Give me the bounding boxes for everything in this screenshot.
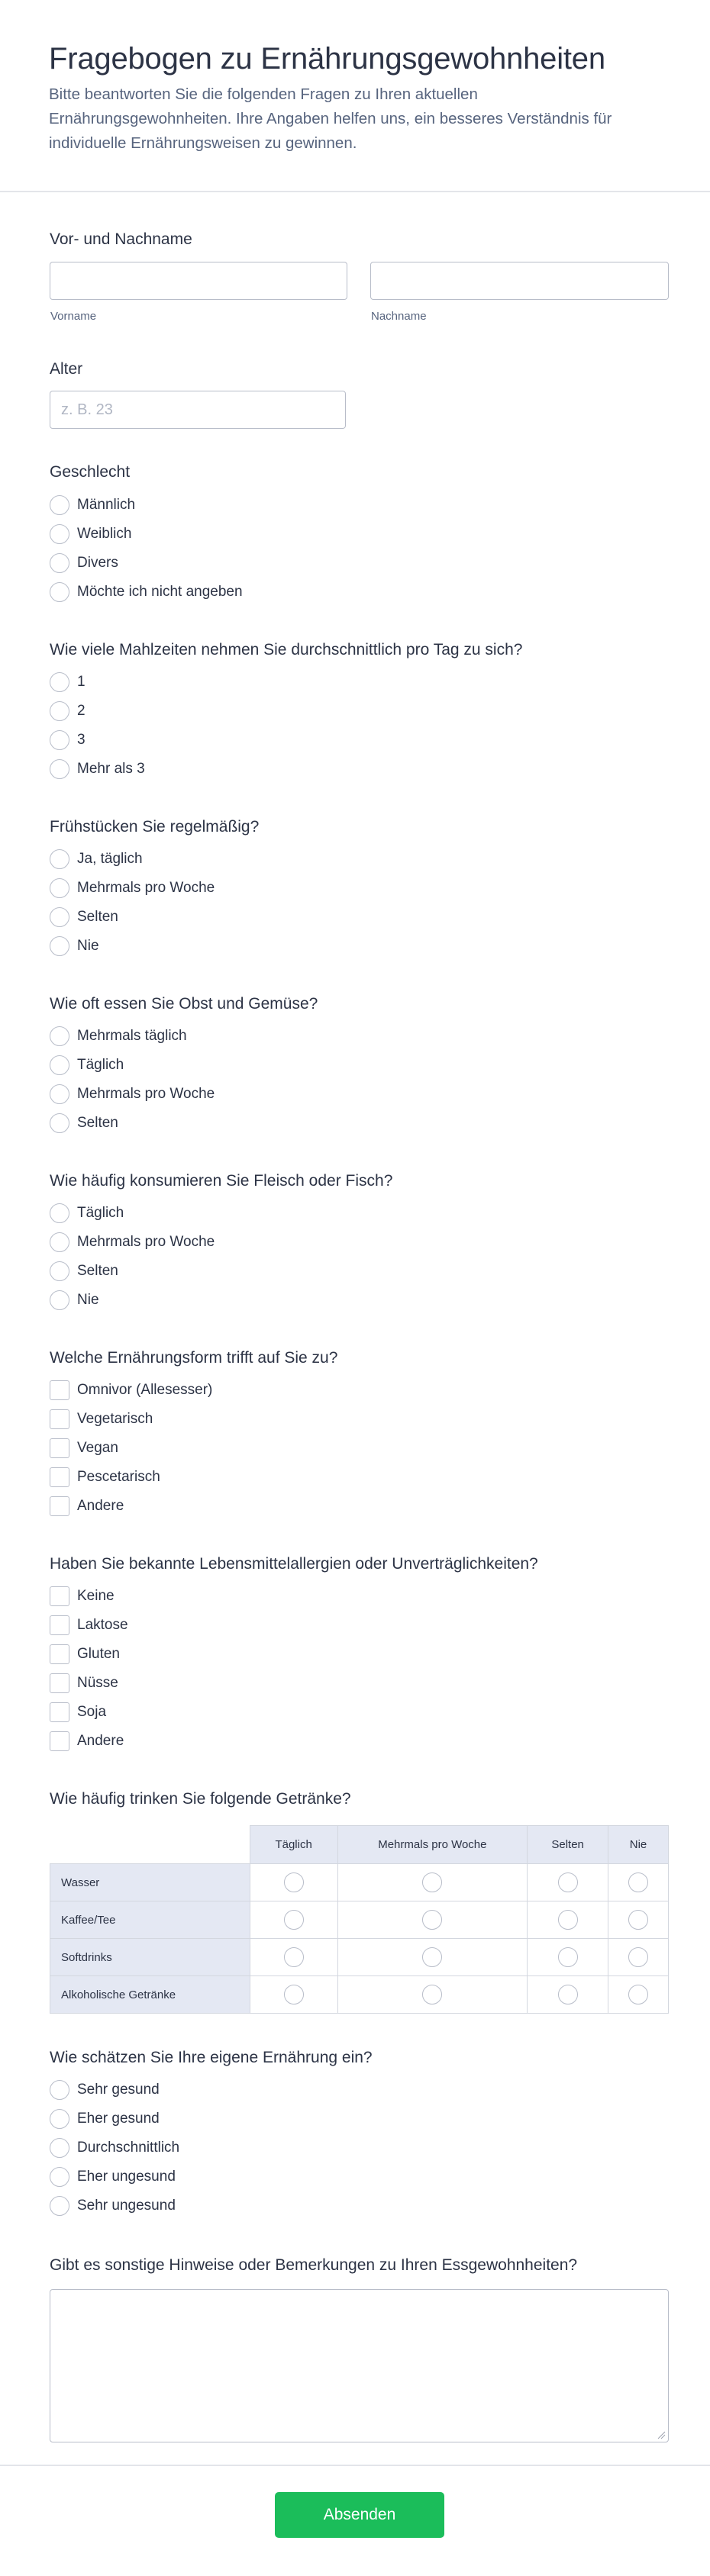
- first-name-input[interactable]: [50, 262, 347, 300]
- breakfast-option-never[interactable]: Nie: [50, 935, 99, 958]
- age-label: Alter: [50, 360, 83, 378]
- checkbox[interactable]: [50, 1702, 69, 1722]
- fruit-option-daily[interactable]: Täglich: [50, 1054, 124, 1077]
- drinks-question: [50, 1789, 668, 1810]
- fruit-option-rarely[interactable]: Selten: [50, 1112, 118, 1135]
- diet-option-vegan[interactable]: Vegan: [50, 1437, 118, 1460]
- comments-textarea[interactable]: [50, 2289, 669, 2442]
- radio-button[interactable]: [50, 495, 69, 515]
- breakfast-question: [50, 816, 668, 838]
- comments-label: Gibt es sonstige Hinweise oder Bemerkungen zu Ihren Essgewohnheiten?: [50, 2256, 578, 2274]
- diet-option-vegetarian[interactable]: Vegetarisch: [50, 1408, 153, 1431]
- radio-button[interactable]: [50, 730, 69, 750]
- meat-option-weekly[interactable]: Mehrmals pro Woche: [50, 1231, 215, 1254]
- form-header: [0, 0, 710, 192]
- radio-button[interactable]: [50, 582, 69, 602]
- checkbox[interactable]: [50, 1586, 69, 1606]
- checkbox[interactable]: [50, 1644, 69, 1664]
- rating-option-very-healthy[interactable]: Sehr gesund: [50, 2079, 160, 2101]
- radio-button[interactable]: [50, 2167, 69, 2187]
- meals-option-3[interactable]: 3: [50, 729, 86, 752]
- meals-option-2[interactable]: 2: [50, 700, 86, 723]
- checkbox[interactable]: [50, 1409, 69, 1429]
- matrix-row-header: Kaffee/Tee: [50, 1901, 250, 1939]
- fruit-label: Wie oft essen Sie Obst und Gemüse?: [50, 995, 318, 1013]
- radio-button[interactable]: [50, 907, 69, 927]
- self-rating-label: Wie schätzen Sie Ihre eigene Ernährung ein?: [50, 2049, 373, 2066]
- meals-label: Wie viele Mahlzeiten nehmen Sie durchschnittlich pro Tag zu sich?: [50, 641, 523, 658]
- matrix-radio[interactable]: [284, 1872, 304, 1892]
- allergies-option-none[interactable]: Keine: [50, 1585, 115, 1608]
- radio-button[interactable]: [50, 524, 69, 544]
- age-question: [50, 359, 668, 380]
- allergies-option-nuts[interactable]: Nüsse: [50, 1672, 118, 1695]
- radio-button[interactable]: [50, 849, 69, 869]
- diet-option-other[interactable]: Andere: [50, 1495, 124, 1518]
- diet-option-omnivore[interactable]: Omnivor (Allesesser): [50, 1379, 212, 1402]
- matrix-radio[interactable]: [422, 1947, 442, 1967]
- breakfast-option-weekly[interactable]: Mehrmals pro Woche: [50, 877, 215, 900]
- matrix-radio[interactable]: [628, 1910, 648, 1930]
- meals-question: [50, 639, 668, 661]
- checkbox[interactable]: [50, 1673, 69, 1693]
- checkbox[interactable]: [50, 1731, 69, 1751]
- meat-question: [50, 1170, 668, 1192]
- matrix-radio[interactable]: [558, 1872, 578, 1892]
- checkbox[interactable]: [50, 1380, 69, 1400]
- radio-button[interactable]: [50, 2080, 69, 2100]
- rating-option-unhealthy[interactable]: Eher ungesund: [50, 2165, 176, 2188]
- radio-button[interactable]: [50, 1113, 69, 1133]
- radio-button[interactable]: [50, 759, 69, 779]
- matrix-row-softdrinks: [50, 1939, 669, 1976]
- allergies-option-lactose[interactable]: Laktose: [50, 1614, 128, 1637]
- matrix-row-header: Softdrinks: [50, 1939, 250, 1976]
- breakfast-option-rarely[interactable]: Selten: [50, 906, 118, 929]
- radio-button[interactable]: [50, 1290, 69, 1310]
- gender-question: [50, 462, 668, 483]
- fruit-question: [50, 993, 668, 1015]
- name-question: [50, 229, 668, 250]
- radio-button[interactable]: [50, 2138, 69, 2158]
- matrix-radio[interactable]: [284, 1947, 304, 1967]
- matrix-radio[interactable]: [422, 1985, 442, 2004]
- radio-button[interactable]: [50, 553, 69, 573]
- name-label: Vor- und Nachname: [50, 230, 192, 248]
- submit-button[interactable]: Absenden: [275, 2492, 444, 2538]
- radio-button[interactable]: [50, 2196, 69, 2216]
- diet-option-pescetarian[interactable]: Pescetarisch: [50, 1466, 160, 1489]
- rating-option-average[interactable]: Durchschnittlich: [50, 2136, 179, 2159]
- radio-button[interactable]: [50, 1261, 69, 1281]
- allergies-option-soy[interactable]: Soja: [50, 1701, 106, 1724]
- fruit-option-weekly[interactable]: Mehrmals pro Woche: [50, 1083, 215, 1106]
- matrix-column-header: Täglich: [250, 1826, 337, 1864]
- radio-button[interactable]: [50, 1084, 69, 1104]
- radio-button[interactable]: [50, 936, 69, 956]
- drinks-matrix: [50, 1825, 669, 2014]
- meat-label: Wie häufig konsumieren Sie Fleisch oder Fisch?: [50, 1172, 393, 1190]
- checkbox[interactable]: [50, 1467, 69, 1487]
- diet-question: [50, 1348, 668, 1369]
- resize-grip-icon[interactable]: [657, 2430, 666, 2439]
- matrix-corner: [50, 1826, 250, 1864]
- diet-label: Welche Ernährungsform trifft auf Sie zu?: [50, 1349, 338, 1367]
- radio-button[interactable]: [50, 1055, 69, 1075]
- meat-option-rarely[interactable]: Selten: [50, 1260, 118, 1283]
- radio-button[interactable]: [50, 1232, 69, 1252]
- drinks-label: Wie häufig trinken Sie folgende Getränke?: [50, 1790, 351, 1808]
- form-description: Bitte beantworten Sie die folgenden Fragen zu Ihren aktuellen Ernährungsgewohnheiten. Ihre Angaben helfen uns, ein besseres Verständnis für individuelle Ernährungsweisen zu gewinnen.: [49, 85, 612, 152]
- fruit-option-multiple-daily[interactable]: Mehrmals täglich: [50, 1025, 187, 1048]
- matrix-column-header: Nie: [608, 1826, 669, 1864]
- matrix-radio[interactable]: [628, 1947, 648, 1967]
- matrix-row-header: Alkoholische Getränke: [50, 1976, 250, 2014]
- self-rating-question: [50, 2047, 668, 2069]
- meals-option-more[interactable]: Mehr als 3: [50, 758, 145, 781]
- matrix-column-header: Mehrmals pro Woche: [337, 1826, 528, 1864]
- last-name-input[interactable]: [370, 262, 669, 300]
- matrix-radio[interactable]: [558, 1947, 578, 1967]
- radio-button[interactable]: [50, 1026, 69, 1046]
- matrix-radio[interactable]: [422, 1872, 442, 1892]
- comments-question: [50, 2255, 668, 2276]
- allergies-label: Haben Sie bekannte Lebensmittelallergien oder Unverträglichkeiten?: [50, 1555, 538, 1573]
- matrix-radio[interactable]: [284, 1910, 304, 1930]
- breakfast-label: Frühstücken Sie regelmäßig?: [50, 818, 260, 836]
- matrix-row-water: [50, 1864, 669, 1901]
- gender-option-diverse[interactable]: Divers: [50, 552, 118, 575]
- rating-option-healthy[interactable]: Eher gesund: [50, 2107, 160, 2130]
- gender-option-female[interactable]: Weiblich: [50, 523, 131, 546]
- rating-option-very-unhealthy[interactable]: Sehr ungesund: [50, 2194, 176, 2217]
- matrix-radio[interactable]: [628, 1985, 648, 2004]
- allergies-question: [50, 1554, 668, 1575]
- last-name-sublabel: Nachname: [371, 310, 427, 323]
- meat-option-daily[interactable]: Täglich: [50, 1202, 124, 1225]
- matrix-row-alcohol: [50, 1976, 669, 2014]
- radio-button[interactable]: [50, 701, 69, 721]
- matrix-header-row: [50, 1826, 669, 1864]
- meat-option-never[interactable]: Nie: [50, 1289, 99, 1312]
- matrix-row-coffee-tea: [50, 1901, 669, 1939]
- matrix-radio[interactable]: [422, 1910, 442, 1930]
- radio-button[interactable]: [50, 672, 69, 692]
- meals-option-1[interactable]: 1: [50, 671, 86, 694]
- matrix-row-header: Wasser: [50, 1864, 250, 1901]
- breakfast-option-daily[interactable]: Ja, täglich: [50, 848, 143, 871]
- checkbox[interactable]: [50, 1496, 69, 1516]
- radio-button[interactable]: [50, 1203, 69, 1223]
- matrix-column-header: Selten: [528, 1826, 608, 1864]
- matrix-radio[interactable]: [284, 1985, 304, 2004]
- first-name-sublabel: Vorname: [50, 310, 97, 323]
- allergies-option-other[interactable]: Andere: [50, 1730, 124, 1753]
- gender-option-no-answer[interactable]: Möchte ich nicht angeben: [50, 581, 243, 604]
- matrix-radio[interactable]: [628, 1872, 648, 1892]
- radio-button[interactable]: [50, 878, 69, 898]
- checkbox[interactable]: [50, 1438, 69, 1458]
- radio-button[interactable]: [50, 2109, 69, 2129]
- checkbox[interactable]: [50, 1615, 69, 1635]
- allergies-option-gluten[interactable]: Gluten: [50, 1643, 120, 1666]
- matrix-radio[interactable]: [558, 1985, 578, 2004]
- matrix-radio[interactable]: [558, 1910, 578, 1930]
- gender-option-male[interactable]: Männlich: [50, 494, 135, 517]
- age-input[interactable]: [50, 391, 346, 429]
- gender-label: Geschlecht: [50, 463, 131, 481]
- form-title: Fragebogen zu Ernährungsgewohnheiten: [49, 42, 605, 76]
